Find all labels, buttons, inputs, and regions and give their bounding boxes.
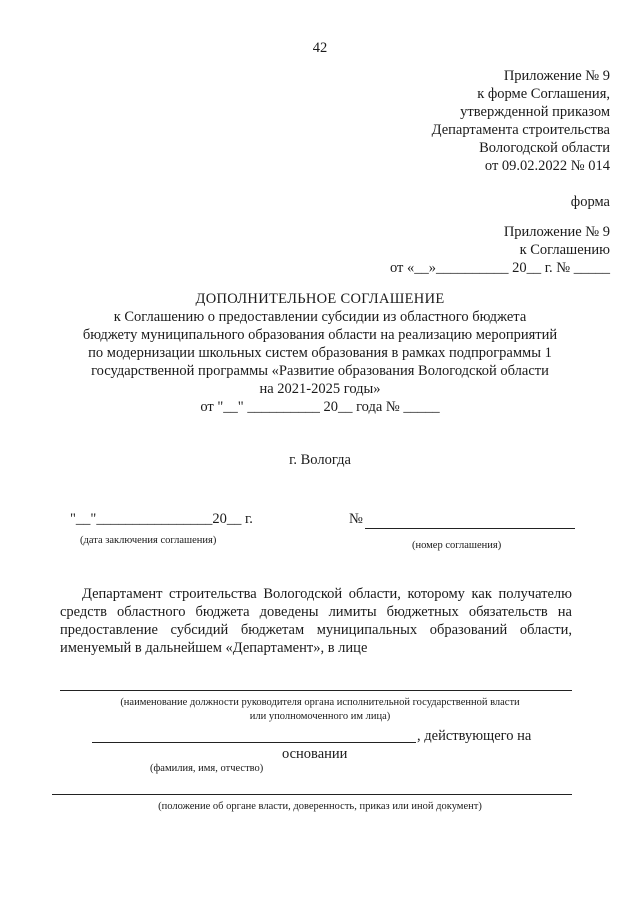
approval-line-4: Департамента строительства	[431, 122, 610, 138]
name-underline	[92, 742, 416, 743]
approval-line-3: утвержденной приказом	[460, 104, 610, 120]
approval-line-2: к форме Соглашения,	[477, 86, 610, 102]
number-sign: №	[349, 511, 363, 527]
basis-text: основании	[282, 746, 348, 762]
page-number: 42	[312, 40, 328, 56]
acting-text: , действующего на	[417, 728, 532, 744]
appendix-line-1: Приложение № 9	[503, 224, 610, 240]
document-title: ДОПОЛНИТЕЛЬНОЕ СОГЛАШЕНИЕ	[195, 291, 445, 307]
city: г. Вологда	[289, 452, 351, 468]
number-underline	[365, 528, 575, 529]
approval-line-6: от 09.02.2022 № 014	[484, 158, 610, 174]
body-paragraph: Департамент строительства Вологодской области, которому как получателю средств областного бюджета доведены лимиты бюджетных обязательств на предоставление субсидий бюджетам муниципальных образований области, именуемый в дальнейшем «Департамент», в лице	[60, 586, 572, 656]
name-caption: (фамилия, имя, отчество)	[150, 763, 264, 774]
appendix-line-2: к Соглашению	[519, 242, 610, 258]
form-label: форма	[570, 194, 610, 210]
subtitle-line-5: на 2021-2025 годы»	[259, 381, 381, 397]
date-field: "__"________________20__ г.	[70, 511, 253, 527]
subtitle-line-2: бюджету муниципального образования области на реализацию мероприятий	[82, 327, 558, 343]
subtitle-line-4: государственной программы «Развитие образования Вологодской области	[91, 363, 549, 379]
position-caption-line-2: или уполномоченного им лица)	[249, 711, 391, 722]
position-underline	[60, 690, 572, 691]
approval-line-1: Приложение № 9	[503, 68, 610, 84]
position-caption-line-1: (наименование должности руководителя органа исполнительной государственной власти	[120, 697, 520, 708]
title-date-line: от "__" __________ 20__ года № _____	[200, 399, 440, 415]
approval-line-5: Вологодской области	[479, 140, 610, 156]
subtitle-line-1: к Соглашению о предоставлении субсидии из областного бюджета	[113, 309, 527, 325]
basis-caption: (положение об органе власти, доверенность, приказ или иной документ)	[158, 801, 482, 812]
basis-underline	[52, 794, 572, 795]
date-caption: (дата заключения соглашения)	[80, 535, 217, 546]
subtitle-line-3: по модернизации школьных систем образования в рамках подпрограммы 1	[88, 345, 552, 361]
number-caption: (номер соглашения)	[412, 540, 502, 551]
appendix-line-3: от «__»__________ 20__ г. № _____	[389, 260, 610, 276]
